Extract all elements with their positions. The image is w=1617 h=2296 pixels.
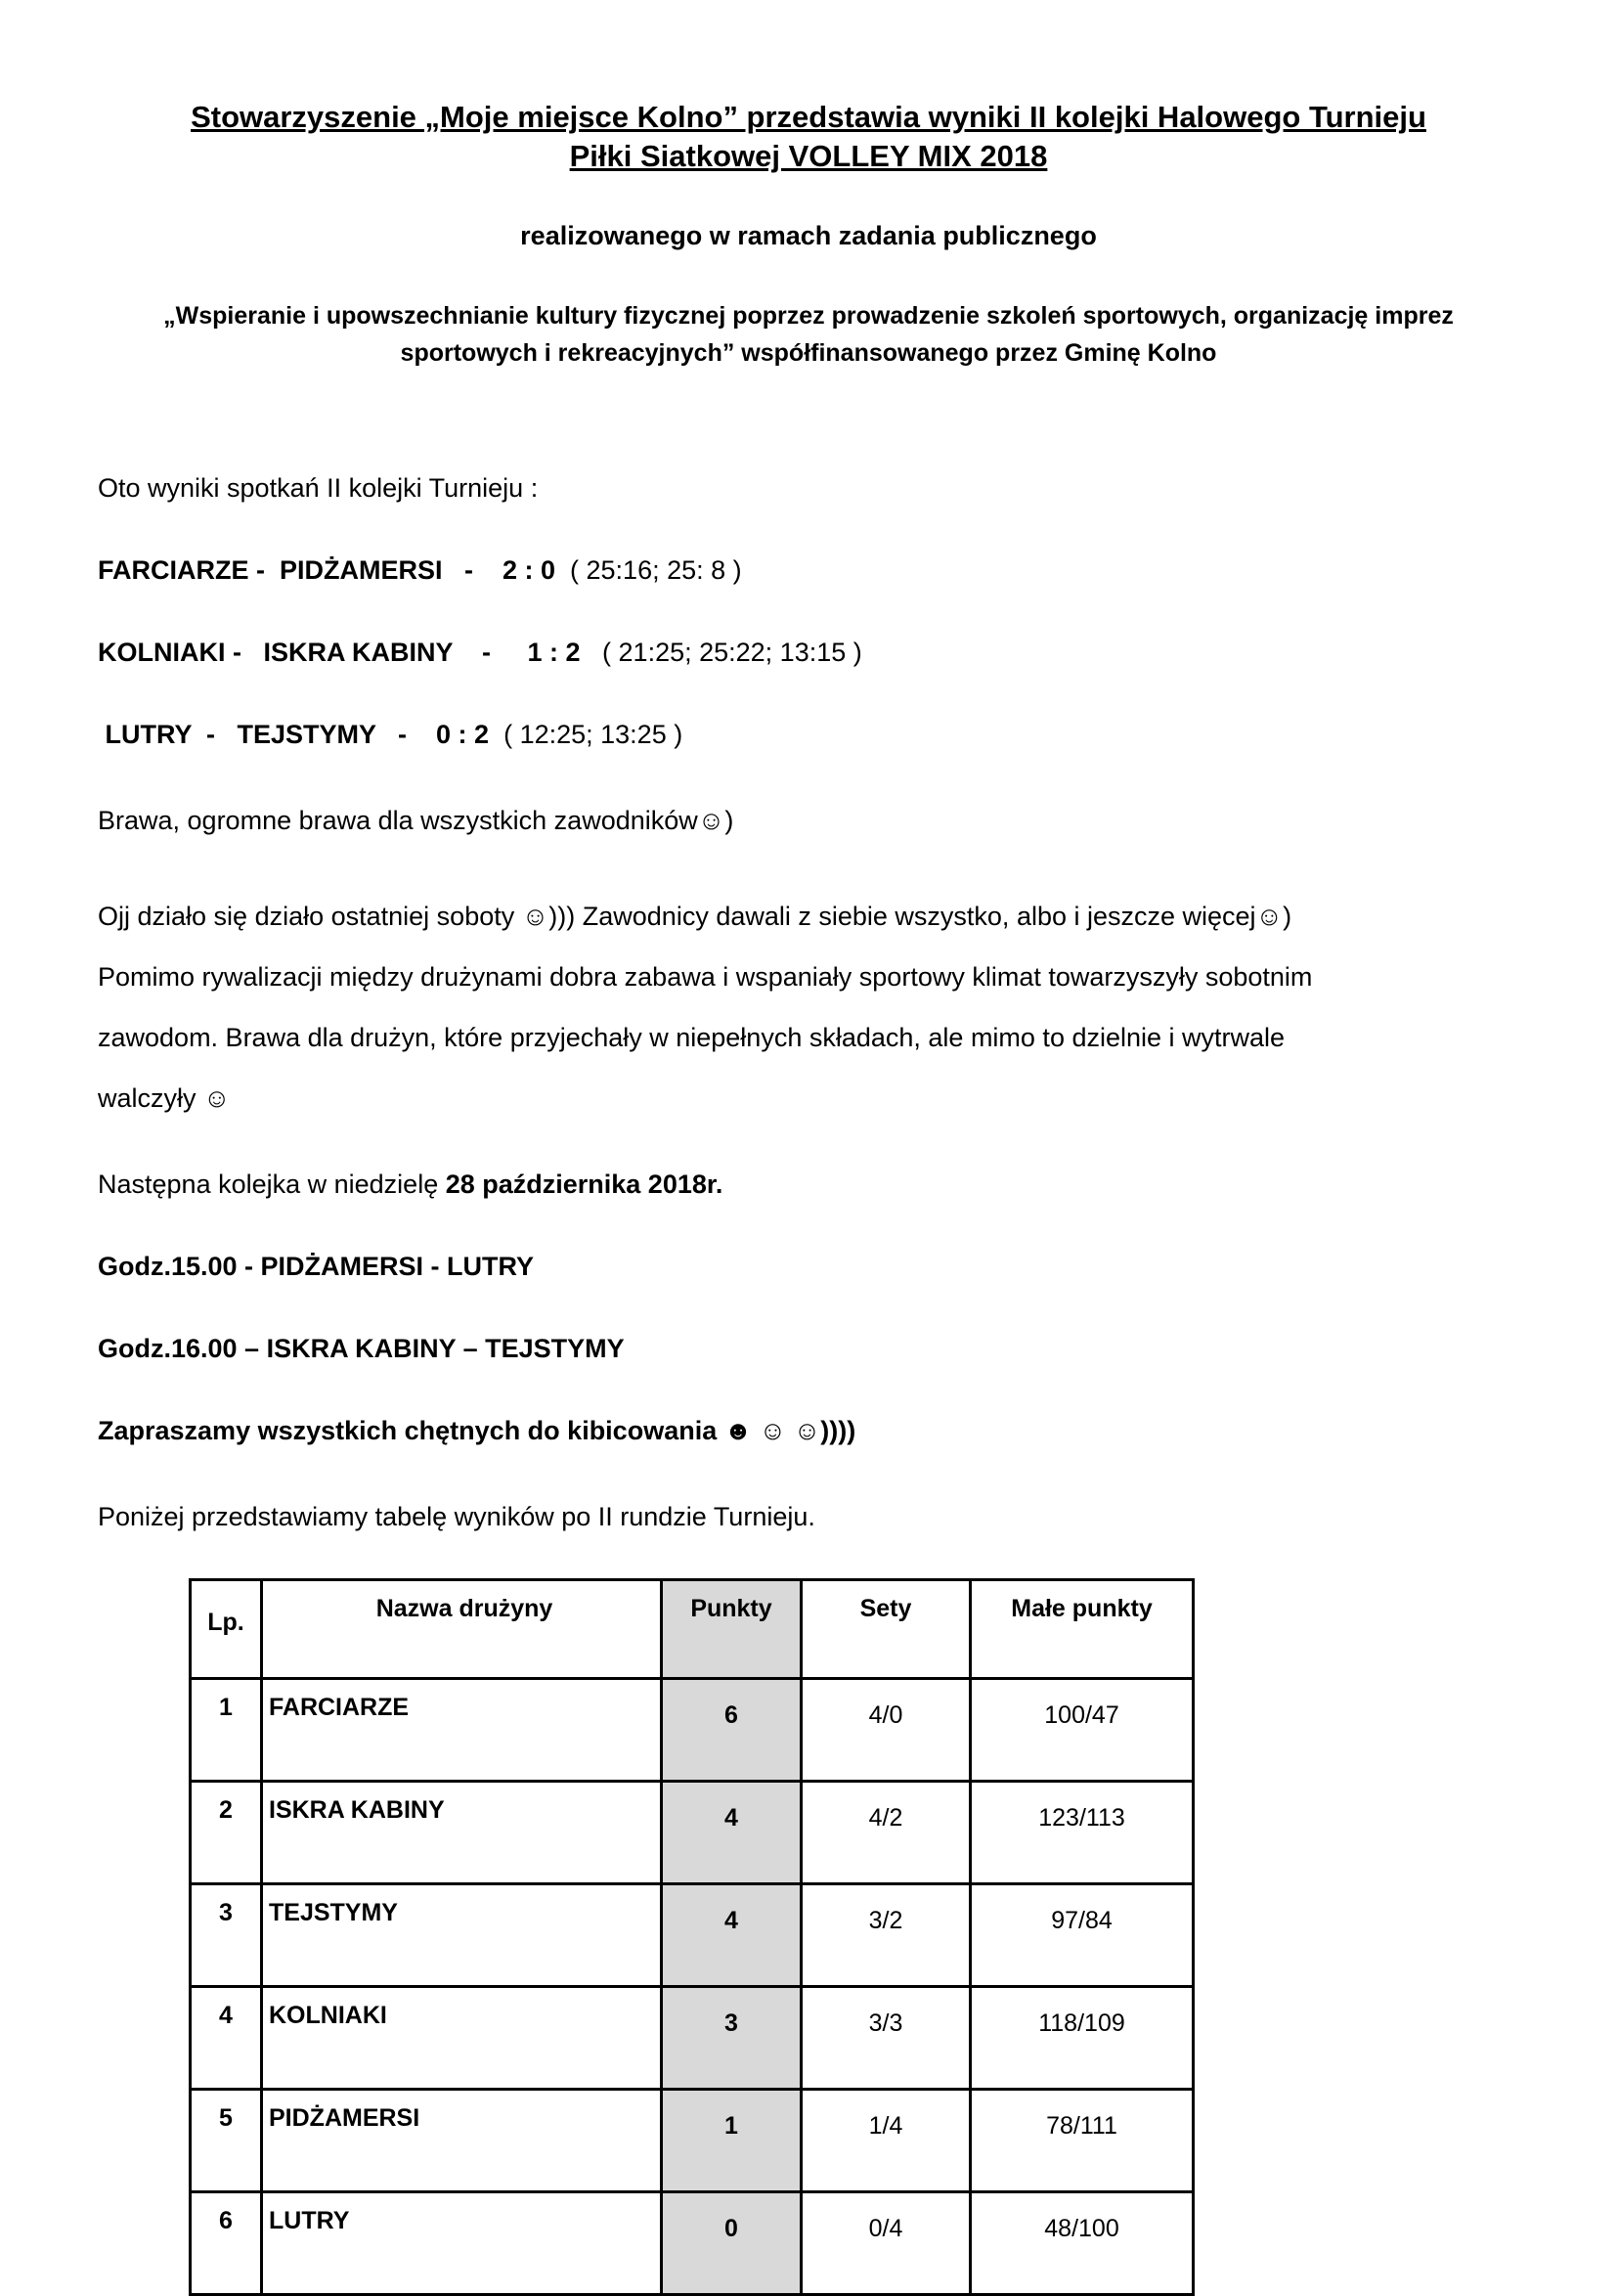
cell-lp: 3 bbox=[191, 1884, 262, 1987]
header-team-name: Nazwa drużyny bbox=[262, 1580, 662, 1679]
next-game-1: Godz.15.00 - PIDŻAMERSI - LUTRY bbox=[98, 1252, 535, 1281]
next-game-2: Godz.16.00 – ISKRA KABINY – TEJSTYMY bbox=[98, 1334, 625, 1363]
cell-team-name: PIDŻAMERSI bbox=[262, 2090, 662, 2192]
cell-points: 3 bbox=[662, 1987, 802, 2090]
match-teams: FARCIARZE - PIDŻAMERSI - 2 : 0 bbox=[98, 555, 556, 585]
table-row bbox=[191, 1679, 1194, 1782]
match-teams: LUTRY - TEJSTYMY - 0 : 2 bbox=[98, 720, 490, 749]
cell-points: 1 bbox=[662, 2090, 802, 2192]
header-small-points: Małe punkty bbox=[971, 1580, 1194, 1679]
cell-sets: 4/2 bbox=[802, 1782, 971, 1884]
invite-text: Zapraszamy wszystkich chętnych do kibicowania ☻ ☺ ☺)))) bbox=[98, 1416, 856, 1445]
table-row bbox=[191, 1782, 1194, 1884]
next-round-text bbox=[98, 1170, 722, 1200]
task-line-2: sportowych i rekreacyjnych” współfinansowanego przez Gminę Kolno bbox=[400, 339, 1217, 367]
cell-small-points: 78/111 bbox=[971, 2090, 1194, 2192]
match-sets: ( 12:25; 13:25 ) bbox=[489, 720, 683, 749]
table-intro-text: Poniżej przedstawiamy tabelę wyników po II rundzie Turnieju. bbox=[98, 1502, 815, 1531]
document-subtitle: realizowanego w ramach zadania publicznego bbox=[520, 221, 1097, 250]
cell-team-name: TEJSTYMY bbox=[262, 1884, 662, 1987]
cell-sets: 1/4 bbox=[802, 2090, 971, 2192]
cell-points: 4 bbox=[662, 1884, 802, 1987]
table-row bbox=[191, 2192, 1194, 2295]
match-result-2 bbox=[98, 638, 862, 668]
next-round-prefix: Następna kolejka w niedzielę bbox=[98, 1170, 446, 1199]
match-sets: ( 21:25; 25:22; 13:15 ) bbox=[580, 638, 862, 667]
table-header-row bbox=[191, 1580, 1194, 1679]
body-line-3: zawodom. Brawa dla drużyn, które przyjechały w niepełnych składach, ale mimo to dzielnie i wytrwale bbox=[98, 1023, 1286, 1052]
cell-team-name: ISKRA KABINY bbox=[262, 1782, 662, 1884]
cell-small-points: 48/100 bbox=[971, 2192, 1194, 2295]
match-teams: KOLNIAKI - ISKRA KABINY - 1 : 2 bbox=[98, 638, 581, 667]
task-description bbox=[98, 297, 1519, 372]
document-title bbox=[0, 98, 1617, 176]
cell-sets: 3/2 bbox=[802, 1884, 971, 1987]
header-points: Punkty bbox=[662, 1580, 802, 1679]
body-line-2: Pomimo rywalizacji między drużynami dobra zabawa i wspaniały sportowy klimat towarzyszyły sobotnim bbox=[98, 962, 1313, 992]
cell-small-points: 100/47 bbox=[971, 1679, 1194, 1782]
bravo-text: Brawa, ogromne brawa dla wszystkich zawodników☺) bbox=[98, 806, 734, 835]
cell-lp: 4 bbox=[191, 1987, 262, 2090]
cell-lp: 6 bbox=[191, 2192, 262, 2295]
results-table bbox=[189, 1578, 1195, 2296]
cell-small-points: 118/109 bbox=[971, 1987, 1194, 2090]
table-row bbox=[191, 2090, 1194, 2192]
cell-sets: 4/0 bbox=[802, 1679, 971, 1782]
cell-lp: 5 bbox=[191, 2090, 262, 2192]
intro-text: Oto wyniki spotkań II kolejki Turnieju : bbox=[98, 473, 539, 503]
header-sets: Sety bbox=[802, 1580, 971, 1679]
match-result-1 bbox=[98, 555, 742, 586]
body-line-1: Ojj działo się działo ostatniej soboty ☺))) Zawodnicy dawali z siebie wszystko, albo i jeszcze więcej☺) bbox=[98, 902, 1292, 931]
title-line-2: Piłki Siatkowej VOLLEY MIX 2018 bbox=[569, 139, 1048, 173]
body-paragraph bbox=[98, 886, 1525, 1128]
cell-team-name: LUTRY bbox=[262, 2192, 662, 2295]
cell-lp: 1 bbox=[191, 1679, 262, 1782]
cell-small-points: 97/84 bbox=[971, 1884, 1194, 1987]
cell-points: 4 bbox=[662, 1782, 802, 1884]
title-line-1: Stowarzyszenie „Moje miejsce Kolno” przedstawia wyniki II kolejki Halowego Turnieju bbox=[191, 100, 1426, 134]
task-line-1: „Wspieranie i upowszechnianie kultury fizycznej poprzez prowadzenie szkoleń sportowych, organizację imprez bbox=[163, 302, 1454, 330]
cell-sets: 0/4 bbox=[802, 2192, 971, 2295]
cell-points: 0 bbox=[662, 2192, 802, 2295]
header-lp: Lp. bbox=[191, 1580, 262, 1679]
match-sets: ( 25:16; 25: 8 ) bbox=[555, 555, 742, 585]
cell-team-name: FARCIARZE bbox=[262, 1679, 662, 1782]
next-round-date: 28 października 2018r. bbox=[445, 1170, 723, 1199]
cell-points: 6 bbox=[662, 1679, 802, 1782]
table-row bbox=[191, 1987, 1194, 2090]
cell-sets: 3/3 bbox=[802, 1987, 971, 2090]
match-result-3 bbox=[98, 720, 682, 750]
cell-small-points: 123/113 bbox=[971, 1782, 1194, 1884]
cell-team-name: KOLNIAKI bbox=[262, 1987, 662, 2090]
cell-lp: 2 bbox=[191, 1782, 262, 1884]
table-row bbox=[191, 1884, 1194, 1987]
body-line-4: walczyły ☺ bbox=[98, 1083, 231, 1113]
